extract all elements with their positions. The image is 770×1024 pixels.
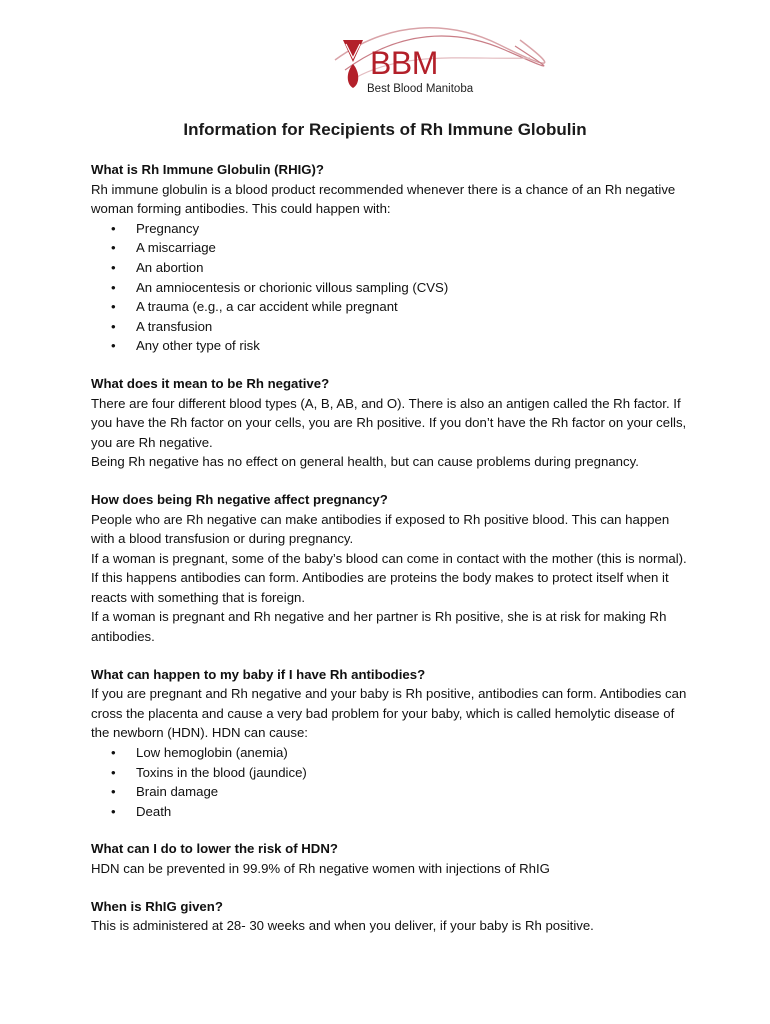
bullet-icon: •	[111, 220, 116, 236]
section-heading: What is Rh Immune Globulin (RHIG)?	[91, 162, 324, 177]
list-item	[91, 238, 691, 258]
list-item	[91, 782, 691, 802]
document-body	[91, 160, 691, 954]
bullet-icon: •	[111, 299, 116, 315]
paragraph: If you are pregnant and Rh negative and your baby is Rh positive, antibodies can form. Antibodies can cross the placenta and cause a very bad problem for your baby, which is called hemolytic disease of the newborn (HDN). HDN can cause:	[91, 686, 687, 741]
paragraph: People who are Rh negative can make antibodies if exposed to Rh positive blood. This can happen with a blood transfusion or during pregnancy.	[91, 511, 670, 547]
bullet-icon: •	[111, 745, 116, 761]
bullet-icon: •	[111, 318, 116, 334]
list-item	[91, 317, 691, 337]
list-item-text: An abortion	[136, 259, 204, 275]
logo-org-name: Best Blood Manitoba	[367, 83, 474, 95]
list-item	[91, 278, 691, 298]
list-item	[91, 802, 691, 822]
list-item-text: An amniocentesis or chorionic villous sampling (CVS)	[136, 279, 449, 295]
section-heading: When is RhIG given?	[91, 898, 223, 914]
paragraph: There are four different blood types (A, B, AB, and O). There is also an antigen called the Rh factor. If you have the Rh factor on your cells, you are Rh positive. If you don’t have the Rh factor on your cells, you are Rh negative.	[91, 395, 687, 450]
bullet-icon: •	[111, 338, 116, 354]
bullet-icon: •	[111, 784, 116, 800]
bullet-list	[91, 219, 691, 356]
bullet-list	[91, 743, 691, 821]
page-title: Information for Recipients of Rh Immune Globulin	[183, 120, 587, 139]
list-item-text: Death	[136, 803, 172, 819]
list-item	[91, 297, 691, 317]
list-item	[91, 763, 691, 783]
list-item-text: A miscarriage	[136, 240, 216, 256]
list-item-text: A trauma (e.g., a car accident while pregnant	[136, 299, 398, 315]
list-item	[91, 258, 691, 278]
section-heading: What can happen to my baby if I have Rh antibodies?	[91, 666, 426, 682]
section	[91, 374, 691, 472]
paragraph: HDN can be prevented in 99.9% of Rh negative women with injections of RhIG	[91, 861, 550, 876]
bullet-icon: •	[111, 764, 116, 780]
bullet-icon: •	[111, 803, 116, 819]
list-item	[91, 336, 691, 356]
paragraph: This is administered at 28- 30 weeks and when you deliver, if your baby is Rh positive.	[91, 918, 594, 934]
section	[91, 665, 691, 822]
bullet-icon: •	[111, 240, 116, 256]
section	[91, 490, 691, 647]
paragraph: Rh immune globulin is a blood product recommended whenever there is a chance of an Rh negative woman forming antibodies. This could happen with:	[91, 181, 676, 217]
list-item	[91, 743, 691, 763]
logo-mark-text: BBM	[370, 45, 438, 81]
list-item-text: Pregnancy	[136, 220, 200, 236]
list-item-text: Brain damage	[136, 784, 219, 800]
list-item	[91, 219, 691, 239]
list-item-text: Toxins in the blood (jaundice)	[136, 764, 307, 780]
section	[91, 160, 691, 356]
section-heading: What can I do to lower the risk of HDN?	[91, 841, 338, 857]
paragraph: If a woman is pregnant, some of the baby’s blood can come in contact with the mother (this is normal). If this happens antibodies can form. Antibodies are proteins the body makes to protect itself when it reacts with something that is foreign.	[91, 550, 687, 605]
bullet-icon: •	[111, 279, 116, 295]
section-heading: What does it mean to be Rh negative?	[91, 375, 330, 391]
list-item-text: Any other type of risk	[136, 338, 260, 354]
bullet-icon: •	[111, 259, 116, 275]
list-item-text: A transfusion	[136, 318, 213, 334]
section	[91, 839, 691, 878]
list-item-text: Low hemoglobin (anemia)	[136, 745, 288, 761]
section	[91, 897, 691, 936]
section-heading: How does being Rh negative affect pregnancy?	[91, 491, 388, 507]
paragraph: Being Rh negative has no effect on general health, but can cause problems during pregnancy.	[91, 454, 639, 470]
paragraph: If a woman is pregnant and Rh negative and her partner is Rh positive, she is at risk for making Rh antibodies.	[91, 609, 667, 645]
